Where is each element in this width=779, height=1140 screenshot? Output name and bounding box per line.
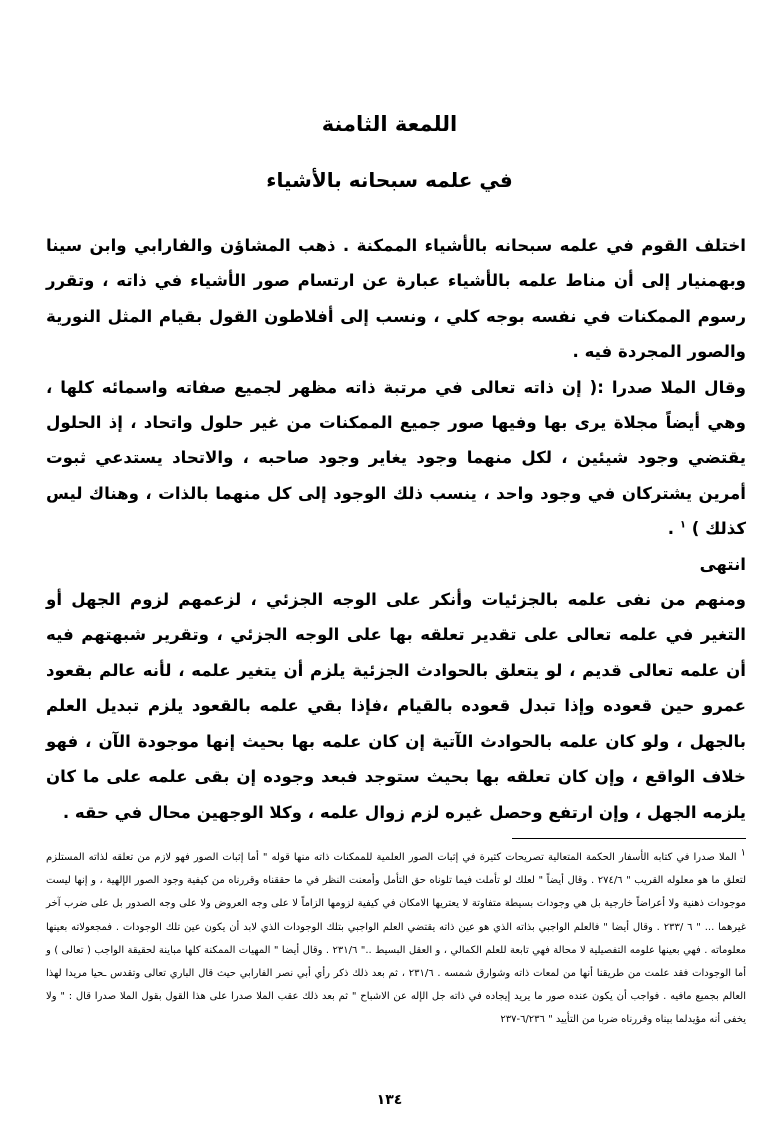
paragraph-quote (46, 370, 746, 547)
footnote-separator (512, 838, 746, 839)
paragraph: انتهى (699, 554, 746, 574)
footnote-text: الملا صدرا في كتابه الأسفار الحكمة المتعالية تصريحات كثيرة في إثبات الصور العلمية للممكنات ذاته منها قوله " أما إثبات الصور فهو لازم من تعلقه لذاته المستلزم لتعلق ما هو معلوله القريب " ٢٧٤/٦ . وقال أيضاً " لعلك لو تأملت فيما تلوناه حق التأمل وأمعنت النظر في ما حققناه وقررناه من كيفية وجود الصور الإلهية ، و إنها ليست موجودات ذهنية ولا أعراضاً خارجية بل هي وجودات بسيطة متفاوتة لا يعتريها الامكان في كيفية لزومها الزاماً لا على وجه العروض ولا على وجه الصدور بل على ضرب آخر غيرهما ... " ٦ /٢٣٣ . وقال أيضا " فالعلم الواجبي بذاته الذي هو عين ذاته يقتضي العلم الواجبي بتلك الوجودات الذي لابد أن يكون عين تلك الوجودات . فمجعولاته بعينها معلوماته . فهي بعينها علومه التفصيلية لا محالة فهي تابعة للعلم الكمالي ، و العقل البسيط .." ٢٣١/٦ . وقال أيضا " المهيات الممكنة كلها مباينة لحقيقة الواجب ( تعالى ) و أما الوجودات فقد علمت من طريقنا أنها من لمعات ذاته وشوارق شمسه . ٢٣١/٦ ، ثم بعد ذلك ذكر رأي أبي نصر الفارابي حيث قال الباري تعالى وتقدس ـحيا مريدا لهذا العالم بجميع مافيه . فواجب أن يكون عنده صور ما يريد إيجاده في ذاته جل الإله عن الاشباح " ثم بعد ذلك عقب الملا صدرا على هذا القول بقول الملا صدرا قال : " ولا يخفى أنه مؤيدلما بيناه وقررناه ضربا من التأييد " ٦/٢٣٦-٢٣٧ (46, 852, 746, 1026)
main-text (46, 228, 746, 830)
footnote-reference[interactable]: ١ (679, 519, 686, 531)
paragraph: ومنهم من نفى علمه بالجزئيات وأنكر على الوجه الجزئي ، لزعمهم لزوم الجهل أو التغير في علمه تعالى على تقدير تعلقه بها على الوجه الجزئي ، وتقرير شبهتهم فيه أن علمه تعالى قديم ، لو يتعلق بالحوادث الجزئية يلزم أن يتغير علمه ، لأنه عالم بقعود عمرو حين قعوده وإذا تبدل قعوده بالقيام ،فإذا بقي علمه بالقعود يلزم تبديل العلم بالجهل ، ولو كان علمه بالحوادث الآتية إن كان علمه بها بحيث إنها موجودة الآن ، فهو خلاف الواقع ، وإن كان تعلقه بها بحيث ستوجد فبعد وجوده إن بقى علمه على ما كان يلزمه الجهل ، وإن ارتفع وحصل غيره لزم زوال علمه ، وكلا الوجهين محال في حقه . (46, 590, 746, 822)
quote-text: وقال الملا صدرا :( إن ذاته تعالى في مرتبة ذاته مظهر لجميع صفاته واسمائه كلها ، وهي أيضاً مجلاة يرى بها وفيها صور جميع الممكنات من غير حلول واتحاد ، إذ الحلول يقتضي وجود شيئين ، لكل منهما وجود يغاير وجود صاحبه ، والاتحاد يستدعي ثبوت أمرين يشتركان في وجود واحد ، ينسب ذلك الوجود إلى كل منهما بالذات ، وهناك ليس كذلك ) (46, 377, 746, 539)
page-number: ١٣٤ (376, 1092, 403, 1108)
paragraph: اختلف القوم في علمه سبحانه بالأشياء الممكنة . ذهب المشاؤن والفارابي وابن سينا وبهمنيار إلى أن مناط علمه بالأشياء عبارة عن ارتسام صور الأشياء في ذاته ، وتقرر رسوم الممكنات في نفسه بوجه كلي ، ونسب إلى أفلاطون القول بقيام المثل النورية والصور المجردة فيه . (46, 236, 746, 362)
page-subtitle: في علمه سبحانه بالأشياء (266, 168, 513, 192)
footnote-marker: ١ (740, 847, 747, 859)
page-title: اللمعة الثامنة (321, 112, 458, 136)
period: . (667, 519, 675, 539)
footnote (46, 846, 746, 1032)
